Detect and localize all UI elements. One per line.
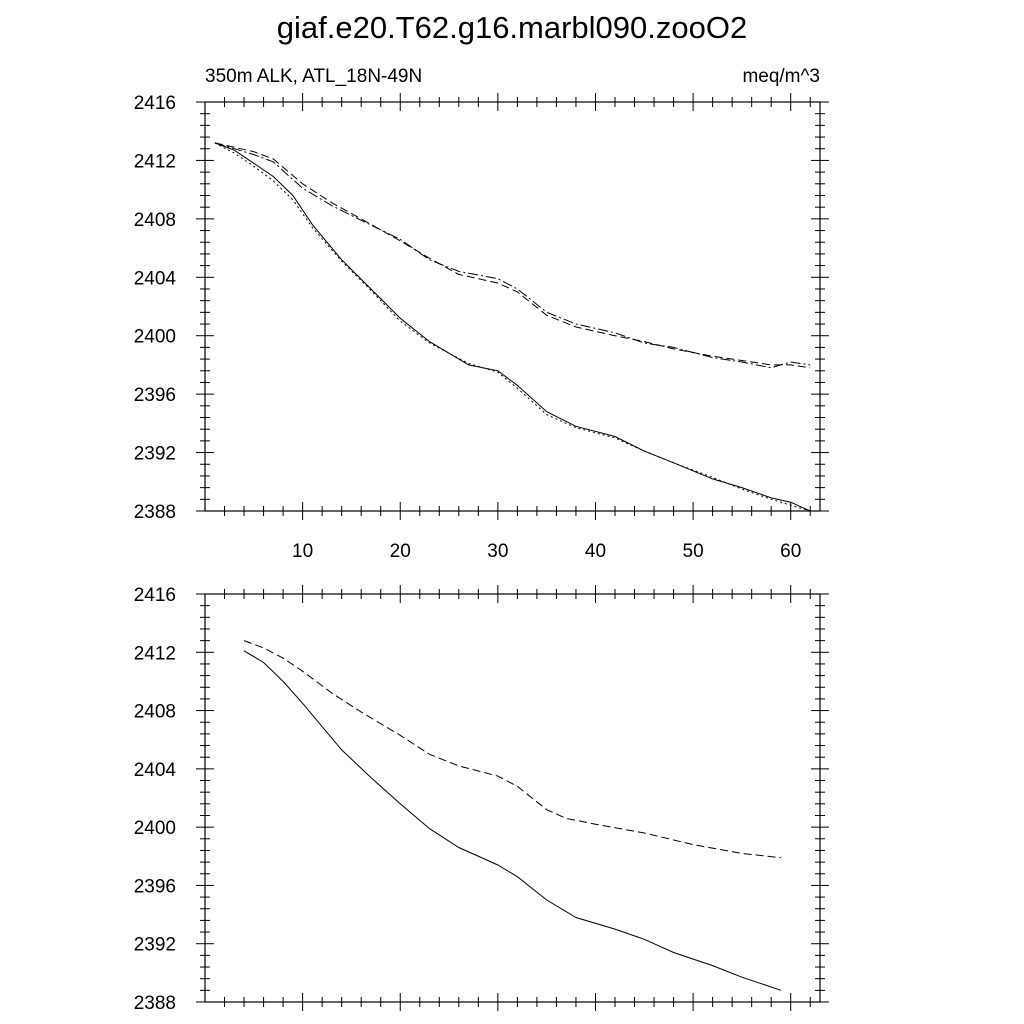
y-tick-label: 2404 xyxy=(133,759,176,781)
x-tick-label: 10 xyxy=(292,541,314,562)
y-tick-label: 2400 xyxy=(133,326,176,348)
series-upper-dashed xyxy=(215,143,810,368)
series-upper-dashdot xyxy=(215,143,810,368)
panel-left-label: 350m ALK, ATL_18N-49N xyxy=(205,66,423,87)
y-tick-label: 2416 xyxy=(133,585,176,606)
figure-title: giaf.e20.T62.g16.marbl090.zooO2 xyxy=(276,10,748,45)
x-tick-label: 50 xyxy=(682,541,704,562)
x-tick-label: 60 xyxy=(780,541,802,562)
y-tick-label: 2396 xyxy=(133,385,176,407)
series-lower-dotted xyxy=(215,143,810,511)
x-tick-label: 40 xyxy=(584,541,607,562)
y-tick-label: 2416 xyxy=(133,93,176,114)
bottom-panel xyxy=(134,585,829,1014)
top-panel xyxy=(134,93,829,562)
y-tick-label: 2412 xyxy=(133,151,176,173)
panel-units-label: meq/m^3 xyxy=(742,66,820,87)
y-tick-label: 2400 xyxy=(133,818,176,840)
x-tick-label: 30 xyxy=(487,541,509,562)
y-tick-label: 2388 xyxy=(133,993,176,1014)
plot-frame xyxy=(205,594,820,1002)
x-tick-label: 20 xyxy=(389,541,411,562)
series-dashed xyxy=(244,641,781,858)
y-tick-label: 2412 xyxy=(133,643,176,665)
y-tick-label: 2408 xyxy=(133,209,176,231)
series-solid xyxy=(244,651,781,991)
y-tick-label: 2388 xyxy=(133,502,176,523)
plot-frame xyxy=(205,102,820,511)
y-tick-label: 2392 xyxy=(133,443,176,465)
y-tick-label: 2396 xyxy=(133,876,176,898)
y-tick-label: 2392 xyxy=(133,934,176,956)
y-tick-label: 2404 xyxy=(133,268,176,290)
series-lower-solid xyxy=(215,143,810,511)
y-tick-label: 2408 xyxy=(133,701,176,723)
